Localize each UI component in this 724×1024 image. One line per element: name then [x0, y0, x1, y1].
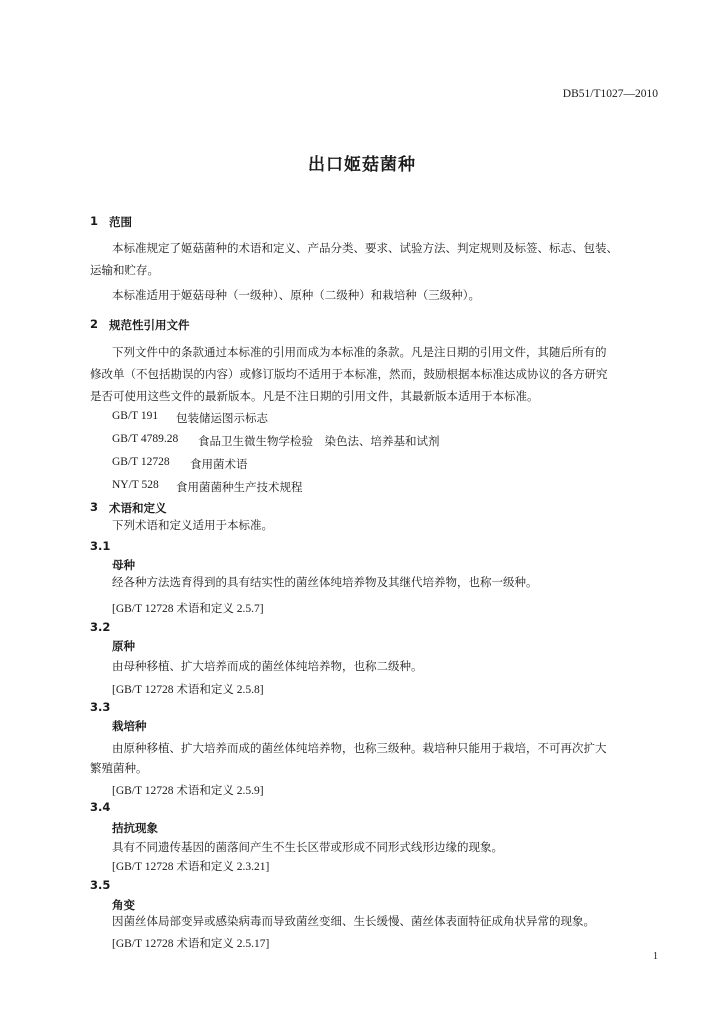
section-2-number: 2 [90, 317, 99, 331]
section-1-paragraph-1-line-1: 本标准规定了姬菇菌种的术语和定义、产品分类、要求、试验方法、判定规则及标签、标志、包装、 [112, 241, 618, 255]
term-number: 3.3 [90, 700, 111, 714]
section-3-number: 3 [90, 500, 99, 514]
reference-code: GB/T 12728 [112, 456, 170, 468]
term-name: 原种 [112, 639, 135, 653]
term-definition: 因菌丝体局部变异或感染病毒而导致菌丝变细、生长缓慢、菌丝体表面特征成角状异常的现象。 [112, 914, 595, 928]
section-2-title: 规范性引用文件 [109, 318, 190, 332]
term-name: 栽培种 [112, 719, 147, 733]
term-reference: [GB/T 12728 术语和定义 2.5.7] [112, 603, 264, 615]
term-number: 3.1 [90, 539, 111, 553]
reference-title: 包装储运图示标志 [176, 411, 268, 425]
term-reference: [GB/T 12728 术语和定义 2.5.17] [112, 938, 270, 950]
reference-code: GB/T 191 [112, 410, 159, 422]
term-number: 3.2 [90, 620, 111, 634]
term-definition: 由母种移植、扩大培养而成的菌丝体纯培养物，也称二级种。 [112, 659, 423, 673]
section-3-intro: 下列术语和定义适用于本标准。 [112, 518, 273, 532]
page-number: 1 [653, 951, 658, 962]
term-definition-line-2: 繁殖菌种。 [90, 761, 148, 775]
term-name: 角变 [112, 898, 135, 912]
term-definition: 经各种方法选育得到的具有结实性的菌丝体纯培养物及其继代培养物，也称一级种。 [112, 575, 538, 589]
standard-code: DB51/T1027—2010 [562, 88, 658, 100]
section-1-paragraph-1-line-2: 运输和贮存。 [90, 263, 159, 277]
section-1-title: 范围 [109, 215, 132, 229]
term-reference: [GB/T 12728 术语和定义 2.3.21] [112, 861, 270, 873]
reference-title: 食品卫生微生物学检验 染色法、培养基和试剂 [198, 434, 440, 448]
reference-title: 食用菌菌种生产技术规程 [176, 480, 303, 494]
reference-code: NY/T 528 [112, 479, 159, 491]
term-definition: 具有不同遗传基因的菌落间产生不生长区带或形成不同形式线形边缘的现象。 [112, 840, 503, 854]
term-number: 3.4 [90, 800, 111, 814]
document-title: 出口姬菇菌种 [308, 155, 416, 175]
reference-code: GB/T 4789.28 [112, 433, 179, 445]
term-number: 3.5 [90, 878, 111, 892]
reference-title: 食用菌术语 [190, 457, 248, 471]
section-3-title: 术语和定义 [109, 501, 167, 515]
term-name: 拮抗现象 [112, 821, 158, 835]
section-1-paragraph-2: 本标准适用于姬菇母种（一级种）、原种（二级种）和栽培种（三级种）。 [112, 288, 480, 302]
term-reference: [GB/T 12728 术语和定义 2.5.8] [112, 684, 264, 696]
section-2-paragraph-line-3: 是否可使用这些文件的最新版本。凡是不注日期的引用文件，其最新版本适用于本标准。 [90, 389, 539, 403]
section-2-paragraph-line-1: 下列文件中的条款通过本标准的引用而成为本标准的条款。凡是注日期的引用文件，其随后所有的 [112, 345, 607, 359]
term-name: 母种 [112, 558, 135, 572]
section-2-paragraph-line-2: 修改单（不包括勘误的内容）或修订版均不适用于本标准，然而，鼓励根据本标准达成协议的各方研究 [90, 367, 608, 381]
section-1-number: 1 [90, 214, 99, 228]
term-definition-line-1: 由原种移植、扩大培养而成的菌丝体纯培养物，也称三级种。栽培种只能用于栽培，不可再次扩大 [112, 741, 607, 755]
term-reference: [GB/T 12728 术语和定义 2.5.9] [112, 785, 264, 797]
